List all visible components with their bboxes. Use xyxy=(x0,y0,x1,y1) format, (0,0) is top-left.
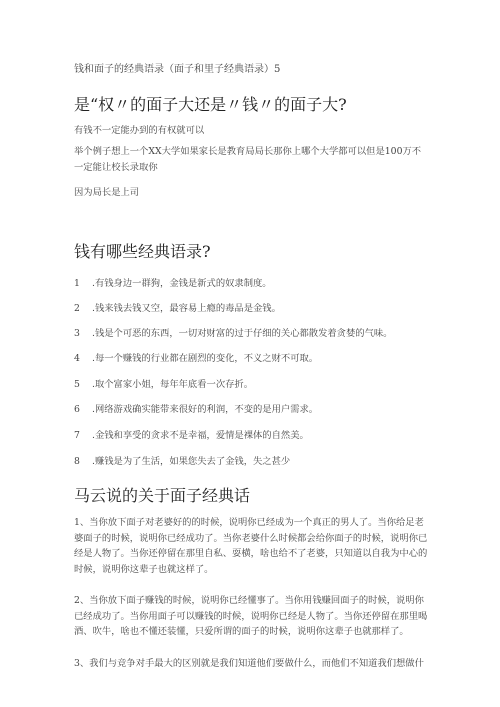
list-item xyxy=(74,300,281,314)
list-item-number: 4 xyxy=(74,353,80,364)
list-item-number: 1 xyxy=(74,278,80,289)
list-item-text: .有钱身边一群狗，金钱是新式的奴隶制度。 xyxy=(92,278,272,289)
quote-paragraph-3: 3、我们与竞争对手最大的区别就是我们知道他们要做什么，而他们不知道我们想做什 xyxy=(74,658,424,669)
heading-money-quotes: 钱有哪些经典语录? xyxy=(74,242,211,261)
list-item-text: .取个富家小姐，每年年底看一次存折。 xyxy=(92,379,254,390)
list-item xyxy=(74,350,318,364)
quote-paragraph-2: 2、当你放下面子赚钱的时候，说明你已经懂事了。当你用钱赚回面子的时候，说明你已经成功了。当你用面子可以赚钱的时候，说明你已经是人物了。当你还停留在那里喝酒、吹牛，啥也不懂还装懂，只爱所谓的面子的时候，说明你这辈子也就那样了。 xyxy=(74,595,428,637)
list-item xyxy=(74,401,318,415)
list-item-text: .每一个赚钱的行业都在剧烈的变化，不义之财不可取。 xyxy=(92,353,319,364)
list-item-number: 5 xyxy=(74,379,80,390)
list-item-number: 6 xyxy=(74,404,80,415)
list-item-text: .网络游戏确实能带来很好的利润，不变的是用户需求。 xyxy=(92,404,319,415)
list-item-number: 7 xyxy=(74,430,80,441)
paragraph-1: 有钱不一定能办到的有权就可以 xyxy=(74,125,205,136)
list-item-text: .金钱和享受的贪求不是幸福，爱情是裸体的自然美。 xyxy=(92,430,309,441)
list-item xyxy=(74,275,272,289)
list-item-text: .钱是个可恶的东西，一切对财富的过于仔细的关心都散发着贪婪的气味。 xyxy=(92,328,393,339)
list-item-number: 8 xyxy=(74,456,80,467)
document-top-title: 钱和面子的经典语录（面子和里子经典语录）5 xyxy=(74,64,281,75)
heading-jack-ma-quotes: 马云说的关于面子经典话 xyxy=(74,486,251,505)
list-item-text: .钱来钱去钱又空，最容易上瘾的毒品是金钱。 xyxy=(92,303,281,314)
list-item-text: .赚钱是为了生活，如果您失去了金钱，失之甚少 xyxy=(92,456,291,467)
list-item-number: 3 xyxy=(74,328,80,339)
list-item-number: 2 xyxy=(74,303,80,314)
quote-paragraph-1: 1、当你放下面子对老婆好的的时候，说明你已经成为一个真正的男人了。当你给足老婆面子的时候，说明你已经成功了。当你老婆什么时候都会给你面子的时候，说明你已经是人物了。当你还停留在那里自私、耍横，啥也给不了老婆，只知道以自我为中心的时候，说明你这辈子也就这样了。 xyxy=(74,517,428,575)
list-item xyxy=(74,325,392,339)
paragraph-3: 因为局长是上司 xyxy=(74,187,140,198)
list-item xyxy=(74,376,253,390)
paragraph-2: 举个例子想上一个XX大学如果家长是教育局局长那你上哪个大学都可以但是100万不一定能让校长录取你 xyxy=(74,146,422,173)
list-item xyxy=(74,453,290,467)
list-item xyxy=(74,427,309,441)
heading-power-vs-money: 是“权〃的面子大还是〃钱〃的面子大? xyxy=(74,95,347,114)
